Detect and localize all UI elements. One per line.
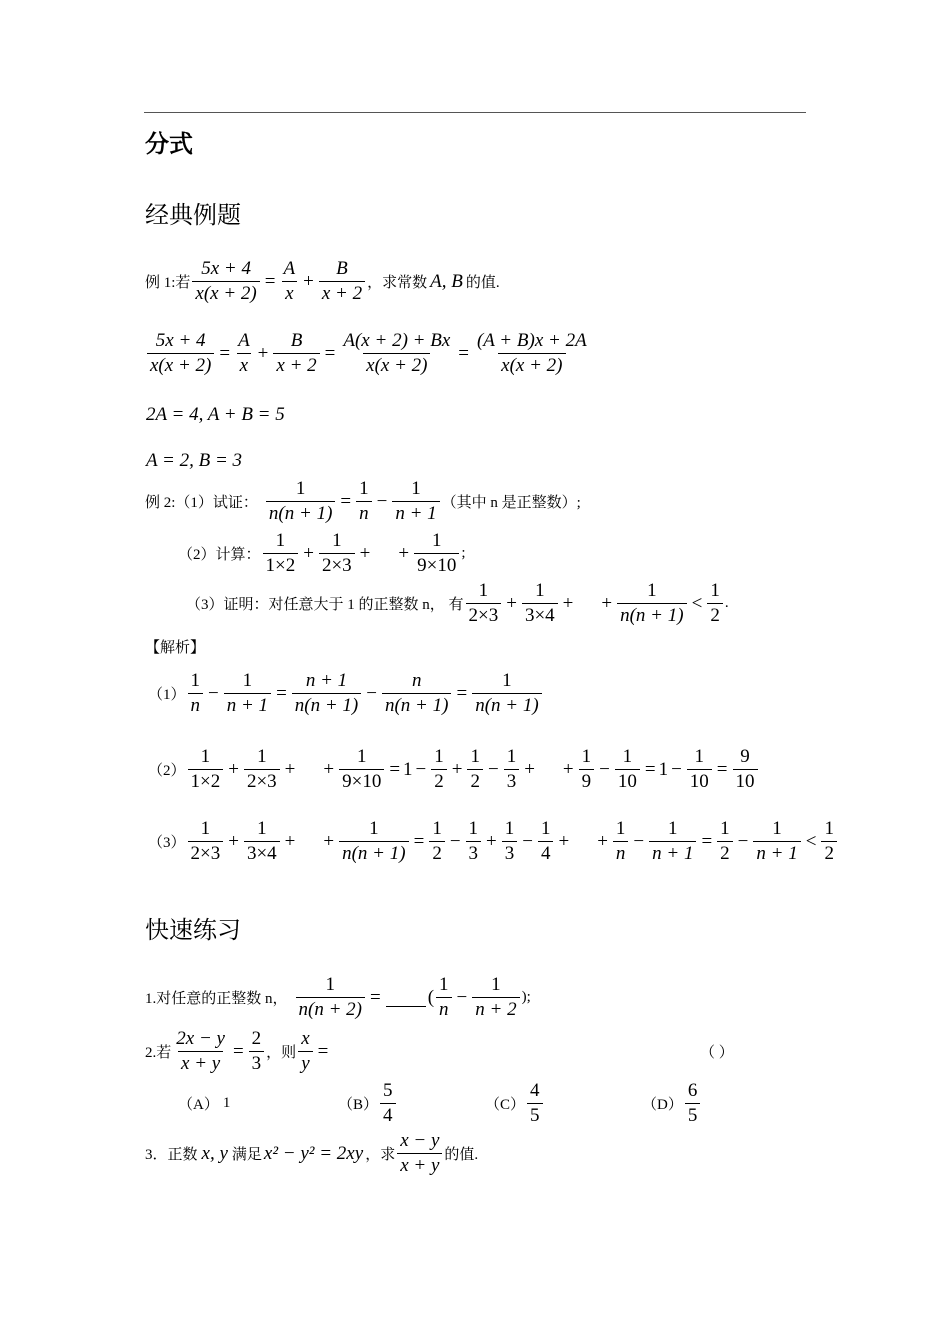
example2-label: 例 2:（1）试证：: [145, 495, 258, 511]
note: （其中 n 是正整数）;: [441, 495, 581, 511]
solution1-label: （1）: [148, 687, 186, 703]
fraction: $\frac{1}{n(n + 1)}$: [472, 670, 541, 717]
q3-suffix: 的值.: [444, 1147, 479, 1163]
option-c[interactable]: （C） $\frac{4}{5}$: [485, 1080, 545, 1127]
example1-label: 例 1:若: [145, 275, 191, 291]
solution2: （2） $\frac{1}{1\times 2}$ + $\frac{1}{2\times 3}$ + + $\frac{1}{9\times 10}$ = 1 − $\frac{1}{2}$ + $\frac{1}{2}$ − $\frac{1}{3}$ + + $\frac{1}{9}$ − $\frac{1}{10}$ = 1 − $\frac{1}{10}$ = $\frac{9}{10}$: [148, 746, 760, 793]
fraction: $\frac{n + 1}{n(n + 1)}$: [292, 670, 361, 717]
answer-blank[interactable]: [386, 988, 426, 1007]
fraction: $\frac{n}{n(n + 1)}$: [382, 670, 451, 717]
fraction: $\frac{B}{x + 2}$: [273, 330, 319, 377]
example1-step2: 2A = 4, A + B = 5: [146, 404, 285, 425]
fraction: $\frac{5x + 4}{x(x + 2)}$: [192, 258, 259, 305]
fraction: $\frac{1}{n}$: [356, 478, 372, 525]
fraction: $\frac{A}{x}$: [238, 330, 250, 376]
practice-q1: 1.对任意的正整数 n， $\frac{1}{n(n + 2)}$ = ( $\frac{1}{n}$ − $\frac{1}{n + 2}$ );: [145, 974, 531, 1020]
fraction: $\frac{1}{n}$: [188, 670, 204, 717]
fraction: $\frac{1}{2}$: [707, 580, 723, 627]
part3-label: （3）证明：对任意大于 1 的正整数 n， 有: [186, 597, 464, 613]
fraction: $\frac{1}{n + 1}$: [224, 670, 271, 717]
fraction: $\frac{1}{3\times 4}$: [522, 580, 558, 627]
example2-part3: （3）证明：对任意大于 1 的正整数 n， 有 $\frac{1}{2\times 3}$ + $\frac{1}{3\times 4}$ + + $\frac{1}{n(n + 1)}$ < $\frac{1}{2}$ .: [186, 580, 729, 626]
fraction: $\frac{1}{2\times 3}$: [466, 580, 502, 627]
example1-step3: A = 2, B = 3: [146, 450, 243, 471]
section-heading-examples: 经典例题: [145, 201, 241, 229]
question-suffix: 的值.: [465, 275, 500, 291]
fraction: $\frac{1}{n(n + 1)}$: [617, 580, 686, 627]
solution3-label: （3）: [148, 835, 186, 851]
example1-step1: $\frac{5x + 4}{x(x + 2)}$ = $\frac{A}{x}$ + $\frac{B}{x + 2}$ = $\frac{A(x + 2) + Bx}{x(x + 2)}$ = $\frac{(A + B)x + 2A}{x(x + 2)}$: [145, 330, 592, 377]
practice-q3: 3．正数 x, y 满足 x² − y² = 2xy ，求 $\frac{x - y}{x + y}$ 的值.: [145, 1130, 479, 1176]
q3-prefix: 3．正数: [145, 1147, 198, 1163]
solution3: （3） $\frac{1}{2\times 3}$ + $\frac{1}{3\times 4}$ + + $\frac{1}{n(n + 1)}$ = $\frac{1}{2}$ − $\frac{1}{3}$ + $\frac{1}{3}$ − $\frac{1}{4}$ + + $\frac{1}{n}$ − $\frac{1}{n + 1}$ = $\frac{1}{2}$ − $\frac{1}{n + 1}$ < $\frac{1}{2}$: [148, 818, 839, 865]
q1-prefix: 1.对任意的正整数 n，: [145, 991, 288, 1007]
q3-ask: ，求: [365, 1147, 396, 1163]
q3-mid: 满足: [231, 1147, 262, 1163]
option-d[interactable]: （D） $\frac{6}{5}$: [642, 1080, 702, 1127]
fraction: $\frac{B}{x + 2}$: [319, 258, 365, 305]
q2-mid: ，则: [266, 1045, 297, 1061]
fraction: $\frac{1}{n(n + 1)}$: [266, 478, 335, 525]
option-b[interactable]: （B） $\frac{5}{4}$: [338, 1080, 398, 1127]
option-a[interactable]: （A） 1: [178, 1095, 231, 1113]
q1-suffix: );: [521, 989, 531, 1005]
vars: A, B: [430, 270, 463, 292]
fraction: $\frac{1}{9\times 10}$: [414, 530, 459, 577]
solution2-label: （2）: [148, 763, 186, 779]
section-heading-practice: 快速练习: [145, 916, 241, 944]
example2-part1: 例 2:（1）试证： $\frac{1}{n(n + 1)}$ = $\frac{1}{n}$ − $\frac{1}{n + 1}$ （其中 n 是正整数）;: [145, 478, 581, 524]
fraction: $\frac{1}{n + 1}$: [392, 478, 439, 525]
q2-prefix: 2.若: [145, 1045, 172, 1061]
fraction: $\frac{5x + 4}{x(x + 2)}$: [147, 330, 214, 377]
question-text: ，求常数: [367, 275, 428, 291]
practice-q2: 2.若 $\frac{2x - y}{x + y}$ = $\frac{2}{3}$ ，则 $\frac{x}{y}$ =: [145, 1028, 329, 1074]
analysis-label: 【解析】: [145, 640, 206, 656]
q3-equation: x² − y² = 2xy: [263, 1142, 364, 1164]
part2-label: （2）计算：: [178, 547, 261, 563]
fraction: $\frac{1}{2\times 3}$: [319, 530, 355, 577]
page-title: 分式: [145, 130, 193, 158]
header-rule: [144, 112, 806, 113]
answer-paren[interactable]: （ ）: [700, 1045, 734, 1061]
example2-part2: （2）计算： $\frac{1}{1\times 2}$ + $\frac{1}{2\times 3}$ + + $\frac{1}{9\times 10}$ ;: [178, 530, 466, 576]
solution1: （1） $\frac{1}{n}$ − $\frac{1}{n + 1}$ = $\frac{n + 1}{n(n + 1)}$ − $\frac{n}{n(n + 1)}$ = $\frac{1}{n(n + 1)}$: [148, 670, 544, 717]
fraction: $\frac{(A + B)x + 2A}{x(x + 2)}$: [476, 330, 587, 376]
example1-question: 例 1:若 $\frac{5x + 4}{x(x + 2)}$ = $\frac{A}{x}$ + $\frac{B}{x + 2}$ ，求常数 A, B 的值.: [145, 258, 500, 304]
fraction: $\frac{1}{1\times 2}$: [263, 530, 299, 577]
q3-vars: x, y: [201, 1142, 228, 1164]
fraction: $\frac{A}{x}$: [283, 258, 296, 304]
fraction: $\frac{A(x + 2) + Bx}{x(x + 2)}$: [343, 330, 451, 376]
